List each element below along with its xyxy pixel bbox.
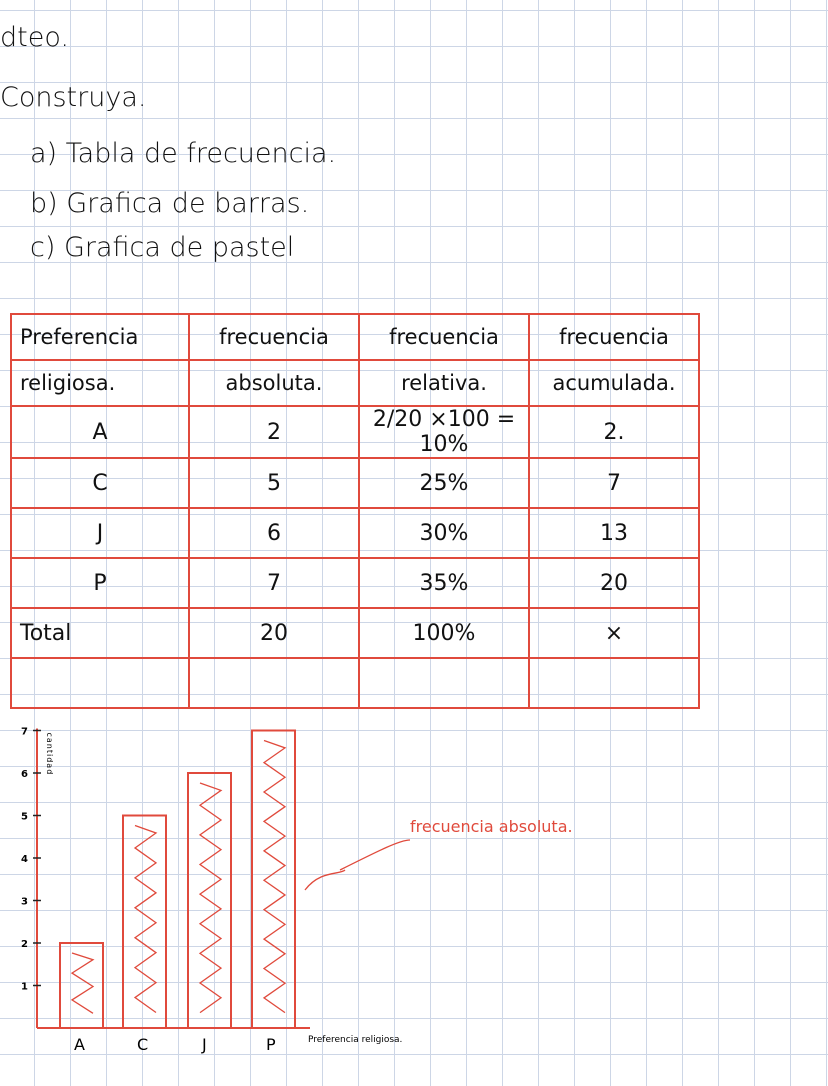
- note-item-a: a) Tabla de frecuencia.: [30, 138, 337, 169]
- table-cell: 20: [529, 558, 699, 608]
- x-tick-label: A: [74, 1035, 85, 1054]
- header-cell: acumulada.: [529, 360, 699, 406]
- bar-hatch: [72, 953, 93, 1013]
- bar-hatch: [200, 783, 221, 1013]
- annotation-label: frecuencia absoluta.: [410, 817, 573, 836]
- header-cell: absoluta.: [189, 360, 359, 406]
- table-cell: 25%: [359, 458, 529, 508]
- y-tick-label: 5: [21, 811, 28, 823]
- table-row: [11, 558, 699, 608]
- table-cell: 100%: [359, 608, 529, 658]
- note-item-c: c) Grafica de pastel: [30, 232, 295, 263]
- table-cell: 20: [189, 608, 359, 658]
- y-tick-label: 7: [21, 726, 28, 738]
- table-row: [11, 608, 699, 658]
- table-cell: A: [11, 406, 189, 458]
- y-tick-label: 3: [21, 896, 28, 908]
- header-cell: religiosa.: [11, 360, 189, 406]
- frequency-table: [10, 313, 700, 709]
- table-cell: 2.: [529, 406, 699, 458]
- header-relativa: frecuencia: [359, 314, 529, 360]
- table-header-row: [11, 314, 699, 360]
- table-cell: Total: [11, 608, 189, 658]
- table-cell: P: [11, 558, 189, 608]
- bar-C: [123, 816, 166, 1029]
- x-tick-label: J: [202, 1035, 207, 1054]
- x-axis-label: Preferencia religiosa.: [308, 1035, 403, 1045]
- y-tick-label: 1: [21, 981, 28, 993]
- arrow-icon: [305, 840, 410, 890]
- table-cell: 35%: [359, 558, 529, 608]
- x-tick-label: C: [137, 1035, 149, 1054]
- table-cell: C: [11, 458, 189, 508]
- table-row: [11, 406, 699, 458]
- table-row: [11, 508, 699, 558]
- note-line-1: dteo.: [0, 22, 69, 53]
- table-cell: ×: [529, 608, 699, 658]
- header-cell: relativa.: [359, 360, 529, 406]
- bar-hatch: [264, 741, 285, 1013]
- table-cell: 6: [189, 508, 359, 558]
- y-tick-label: 6: [21, 769, 28, 780]
- table-row: [11, 458, 699, 508]
- bar-hatch: [135, 826, 156, 1013]
- bar-P: [252, 731, 295, 1029]
- table-cell: 5: [189, 458, 359, 508]
- y-tick-label: 2: [21, 939, 28, 950]
- table-cell: 2/20 ×100 = 10%: [359, 406, 529, 458]
- note-line-2: Construya.: [0, 82, 147, 113]
- x-tick-label: P: [266, 1035, 276, 1054]
- header-acumulada: frecuencia: [529, 314, 699, 360]
- table-cell: 7: [529, 458, 699, 508]
- table-cell: 2: [189, 406, 359, 458]
- table-cell: 30%: [359, 508, 529, 558]
- table-cell: J: [11, 508, 189, 558]
- y-tick-label: 4: [21, 854, 28, 865]
- table-cell: 13: [529, 508, 699, 558]
- note-item-b: b) Grafica de barras.: [30, 188, 310, 219]
- table-cell: 7: [189, 558, 359, 608]
- bar-chart: [0, 700, 828, 1086]
- y-axis-label: cantidad: [45, 732, 54, 776]
- header-preferencia: Preferencia: [11, 314, 189, 360]
- table-header-row-2: [11, 360, 699, 406]
- header-absoluta: frecuencia: [189, 314, 359, 360]
